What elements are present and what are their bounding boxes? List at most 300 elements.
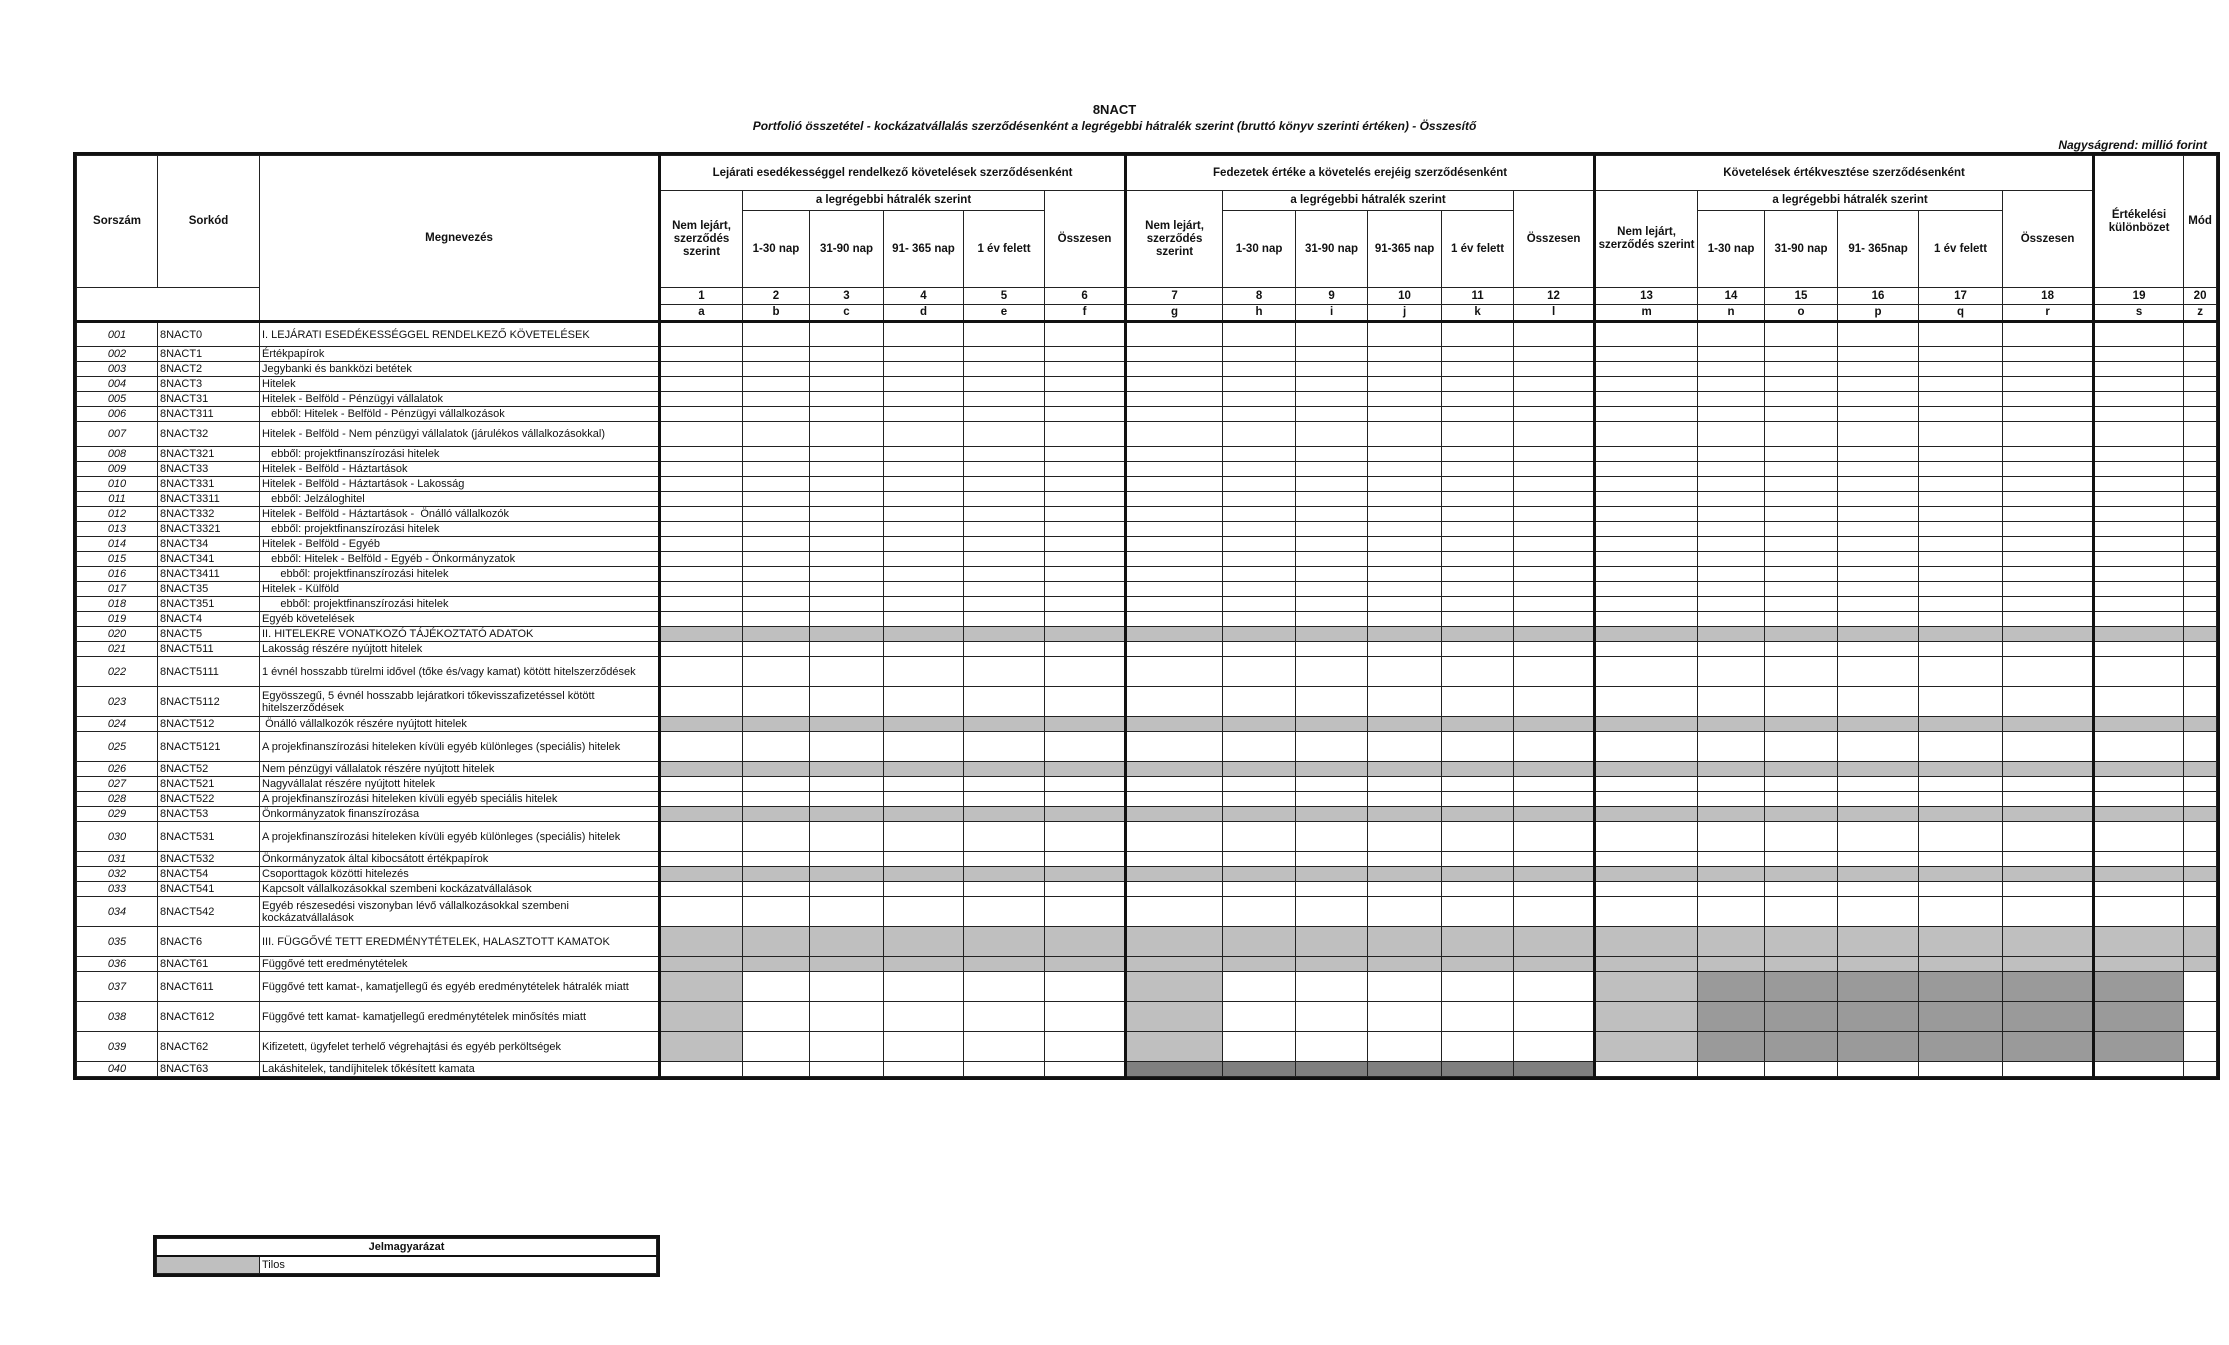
data-cell[interactable]	[1698, 897, 1765, 927]
data-cell[interactable]	[743, 322, 810, 347]
data-cell[interactable]	[1296, 567, 1368, 582]
data-cell[interactable]	[1514, 1032, 1595, 1062]
data-cell[interactable]	[2003, 507, 2094, 522]
data-cell[interactable]	[660, 1002, 743, 1032]
data-cell[interactable]	[964, 627, 1045, 642]
data-cell[interactable]	[884, 522, 964, 537]
data-cell[interactable]	[1595, 777, 1698, 792]
data-cell[interactable]	[964, 867, 1045, 882]
data-cell[interactable]	[1442, 322, 1514, 347]
data-cell[interactable]	[1514, 392, 1595, 407]
data-cell[interactable]	[1126, 957, 1223, 972]
data-cell[interactable]	[1368, 537, 1442, 552]
data-cell[interactable]	[2094, 657, 2184, 687]
data-cell[interactable]	[660, 807, 743, 822]
data-cell[interactable]	[1514, 597, 1595, 612]
data-cell[interactable]	[1919, 627, 2003, 642]
data-cell[interactable]	[1514, 567, 1595, 582]
data-cell[interactable]	[1126, 322, 1223, 347]
data-cell[interactable]	[1698, 762, 1765, 777]
data-cell[interactable]	[2184, 897, 2217, 927]
data-cell[interactable]	[2184, 407, 2217, 422]
data-cell[interactable]	[964, 392, 1045, 407]
data-cell[interactable]	[1919, 612, 2003, 627]
data-cell[interactable]	[1223, 422, 1296, 447]
data-cell[interactable]	[1442, 822, 1514, 852]
data-cell[interactable]	[1126, 392, 1223, 407]
data-cell[interactable]	[1838, 687, 1919, 717]
data-cell[interactable]	[1919, 927, 2003, 957]
data-cell[interactable]	[1919, 392, 2003, 407]
data-cell[interactable]	[964, 522, 1045, 537]
data-cell[interactable]	[1765, 792, 1838, 807]
data-cell[interactable]	[810, 957, 884, 972]
data-cell[interactable]	[1514, 462, 1595, 477]
data-cell[interactable]	[2094, 612, 2184, 627]
data-cell[interactable]	[1296, 597, 1368, 612]
data-cell[interactable]	[1698, 792, 1765, 807]
data-cell[interactable]	[1838, 507, 1919, 522]
data-cell[interactable]	[1765, 717, 1838, 732]
data-cell[interactable]	[2184, 522, 2217, 537]
data-cell[interactable]	[1514, 322, 1595, 347]
data-cell[interactable]	[1765, 1062, 1838, 1077]
data-cell[interactable]	[884, 717, 964, 732]
data-cell[interactable]	[1919, 1032, 2003, 1062]
data-cell[interactable]	[1514, 687, 1595, 717]
data-cell[interactable]	[884, 642, 964, 657]
data-cell[interactable]	[1368, 477, 1442, 492]
data-cell[interactable]	[1296, 347, 1368, 362]
data-cell[interactable]	[2003, 347, 2094, 362]
data-cell[interactable]	[1223, 852, 1296, 867]
data-cell[interactable]	[1223, 777, 1296, 792]
data-cell[interactable]	[1765, 972, 1838, 1002]
data-cell[interactable]	[1296, 897, 1368, 927]
data-cell[interactable]	[1698, 1032, 1765, 1062]
data-cell[interactable]	[1368, 362, 1442, 377]
data-cell[interactable]	[743, 732, 810, 762]
data-cell[interactable]	[1126, 522, 1223, 537]
data-cell[interactable]	[660, 522, 743, 537]
data-cell[interactable]	[1765, 1002, 1838, 1032]
data-cell[interactable]	[1442, 957, 1514, 972]
data-cell[interactable]	[1698, 462, 1765, 477]
data-cell[interactable]	[1765, 522, 1838, 537]
data-cell[interactable]	[964, 347, 1045, 362]
data-cell[interactable]	[1296, 777, 1368, 792]
data-cell[interactable]	[743, 507, 810, 522]
data-cell[interactable]	[1045, 777, 1126, 792]
data-cell[interactable]	[1595, 807, 1698, 822]
data-cell[interactable]	[884, 1062, 964, 1077]
data-cell[interactable]	[884, 777, 964, 792]
data-cell[interactable]	[660, 322, 743, 347]
data-cell[interactable]	[1223, 642, 1296, 657]
data-cell[interactable]	[2003, 777, 2094, 792]
data-cell[interactable]	[1296, 1032, 1368, 1062]
data-cell[interactable]	[1442, 492, 1514, 507]
data-cell[interactable]	[1442, 867, 1514, 882]
data-cell[interactable]	[810, 1032, 884, 1062]
data-cell[interactable]	[1765, 882, 1838, 897]
data-cell[interactable]	[1595, 377, 1698, 392]
data-cell[interactable]	[1223, 567, 1296, 582]
data-cell[interactable]	[1368, 927, 1442, 957]
data-cell[interactable]	[1595, 582, 1698, 597]
data-cell[interactable]	[2184, 552, 2217, 567]
data-cell[interactable]	[1045, 492, 1126, 507]
data-cell[interactable]	[1595, 407, 1698, 422]
data-cell[interactable]	[1126, 627, 1223, 642]
data-cell[interactable]	[743, 657, 810, 687]
data-cell[interactable]	[1838, 927, 1919, 957]
data-cell[interactable]	[2003, 422, 2094, 447]
data-cell[interactable]	[1296, 852, 1368, 867]
data-cell[interactable]	[1442, 597, 1514, 612]
data-cell[interactable]	[1296, 627, 1368, 642]
data-cell[interactable]	[2094, 507, 2184, 522]
data-cell[interactable]	[1045, 762, 1126, 777]
data-cell[interactable]	[2094, 422, 2184, 447]
data-cell[interactable]	[1698, 537, 1765, 552]
data-cell[interactable]	[884, 627, 964, 642]
data-cell[interactable]	[2184, 507, 2217, 522]
data-cell[interactable]	[1296, 537, 1368, 552]
data-cell[interactable]	[1223, 492, 1296, 507]
data-cell[interactable]	[2094, 762, 2184, 777]
data-cell[interactable]	[1698, 597, 1765, 612]
data-cell[interactable]	[1442, 447, 1514, 462]
data-cell[interactable]	[884, 552, 964, 567]
data-cell[interactable]	[1223, 957, 1296, 972]
data-cell[interactable]	[1126, 687, 1223, 717]
data-cell[interactable]	[743, 567, 810, 582]
data-cell[interactable]	[743, 627, 810, 642]
data-cell[interactable]	[1368, 972, 1442, 1002]
data-cell[interactable]	[1698, 777, 1765, 792]
data-cell[interactable]	[1296, 1062, 1368, 1077]
data-cell[interactable]	[964, 1002, 1045, 1032]
data-cell[interactable]	[1045, 447, 1126, 462]
data-cell[interactable]	[743, 1062, 810, 1077]
data-cell[interactable]	[660, 717, 743, 732]
data-cell[interactable]	[810, 882, 884, 897]
data-cell[interactable]	[1045, 897, 1126, 927]
data-cell[interactable]	[810, 567, 884, 582]
data-cell[interactable]	[1698, 407, 1765, 422]
data-cell[interactable]	[2094, 392, 2184, 407]
data-cell[interactable]	[1595, 762, 1698, 777]
data-cell[interactable]	[1765, 347, 1838, 362]
data-cell[interactable]	[1514, 897, 1595, 927]
data-cell[interactable]	[964, 552, 1045, 567]
data-cell[interactable]	[743, 597, 810, 612]
data-cell[interactable]	[1595, 362, 1698, 377]
data-cell[interactable]	[1698, 807, 1765, 822]
data-cell[interactable]	[1514, 582, 1595, 597]
data-cell[interactable]	[964, 777, 1045, 792]
data-cell[interactable]	[2184, 612, 2217, 627]
data-cell[interactable]	[964, 477, 1045, 492]
data-cell[interactable]	[2094, 732, 2184, 762]
data-cell[interactable]	[1595, 822, 1698, 852]
data-cell[interactable]	[1045, 957, 1126, 972]
data-cell[interactable]	[964, 612, 1045, 627]
data-cell[interactable]	[884, 347, 964, 362]
data-cell[interactable]	[1442, 792, 1514, 807]
data-cell[interactable]	[1514, 407, 1595, 422]
data-cell[interactable]	[1595, 687, 1698, 717]
data-cell[interactable]	[1126, 597, 1223, 612]
data-cell[interactable]	[810, 347, 884, 362]
data-cell[interactable]	[964, 362, 1045, 377]
data-cell[interactable]	[1765, 627, 1838, 642]
data-cell[interactable]	[743, 882, 810, 897]
data-cell[interactable]	[1595, 392, 1698, 407]
data-cell[interactable]	[1045, 687, 1126, 717]
data-cell[interactable]	[964, 897, 1045, 927]
data-cell[interactable]	[1838, 822, 1919, 852]
data-cell[interactable]	[743, 897, 810, 927]
data-cell[interactable]	[884, 447, 964, 462]
data-cell[interactable]	[1698, 882, 1765, 897]
data-cell[interactable]	[1919, 477, 2003, 492]
data-cell[interactable]	[1595, 1002, 1698, 1032]
data-cell[interactable]	[1595, 732, 1698, 762]
data-cell[interactable]	[810, 732, 884, 762]
data-cell[interactable]	[964, 447, 1045, 462]
data-cell[interactable]	[1838, 462, 1919, 477]
data-cell[interactable]	[1223, 377, 1296, 392]
data-cell[interactable]	[2003, 582, 2094, 597]
data-cell[interactable]	[1223, 762, 1296, 777]
data-cell[interactable]	[660, 567, 743, 582]
data-cell[interactable]	[1126, 407, 1223, 422]
data-cell[interactable]	[1223, 347, 1296, 362]
data-cell[interactable]	[1296, 612, 1368, 627]
data-cell[interactable]	[743, 612, 810, 627]
data-cell[interactable]	[1514, 777, 1595, 792]
data-cell[interactable]	[810, 407, 884, 422]
data-cell[interactable]	[660, 422, 743, 447]
data-cell[interactable]	[743, 462, 810, 477]
data-cell[interactable]	[1368, 522, 1442, 537]
data-cell[interactable]	[1514, 537, 1595, 552]
data-cell[interactable]	[660, 347, 743, 362]
data-cell[interactable]	[810, 687, 884, 717]
data-cell[interactable]	[660, 762, 743, 777]
data-cell[interactable]	[964, 642, 1045, 657]
data-cell[interactable]	[884, 422, 964, 447]
data-cell[interactable]	[1919, 377, 2003, 392]
data-cell[interactable]	[1296, 882, 1368, 897]
data-cell[interactable]	[1296, 507, 1368, 522]
data-cell[interactable]	[2184, 597, 2217, 612]
data-cell[interactable]	[1919, 642, 2003, 657]
data-cell[interactable]	[743, 777, 810, 792]
data-cell[interactable]	[1045, 882, 1126, 897]
data-cell[interactable]	[1765, 657, 1838, 687]
data-cell[interactable]	[2094, 1062, 2184, 1077]
data-cell[interactable]	[1442, 462, 1514, 477]
data-cell[interactable]	[1595, 1032, 1698, 1062]
data-cell[interactable]	[1595, 552, 1698, 567]
data-cell[interactable]	[660, 582, 743, 597]
data-cell[interactable]	[1296, 1002, 1368, 1032]
data-cell[interactable]	[1514, 792, 1595, 807]
data-cell[interactable]	[964, 507, 1045, 522]
data-cell[interactable]	[1442, 927, 1514, 957]
data-cell[interactable]	[2184, 422, 2217, 447]
data-cell[interactable]	[810, 717, 884, 732]
data-cell[interactable]	[1368, 642, 1442, 657]
data-cell[interactable]	[1296, 687, 1368, 717]
data-cell[interactable]	[1045, 822, 1126, 852]
data-cell[interactable]	[1698, 867, 1765, 882]
data-cell[interactable]	[1765, 407, 1838, 422]
data-cell[interactable]	[1838, 322, 1919, 347]
data-cell[interactable]	[1368, 762, 1442, 777]
data-cell[interactable]	[1838, 807, 1919, 822]
data-cell[interactable]	[1126, 1062, 1223, 1077]
data-cell[interactable]	[1919, 687, 2003, 717]
data-cell[interactable]	[1919, 1002, 2003, 1032]
data-cell[interactable]	[1368, 732, 1442, 762]
data-cell[interactable]	[1698, 322, 1765, 347]
data-cell[interactable]	[1296, 972, 1368, 1002]
data-cell[interactable]	[810, 852, 884, 867]
data-cell[interactable]	[1045, 1002, 1126, 1032]
data-cell[interactable]	[1368, 882, 1442, 897]
data-cell[interactable]	[964, 927, 1045, 957]
data-cell[interactable]	[743, 687, 810, 717]
data-cell[interactable]	[1045, 612, 1126, 627]
data-cell[interactable]	[1442, 507, 1514, 522]
data-cell[interactable]	[884, 792, 964, 807]
data-cell[interactable]	[1368, 897, 1442, 927]
data-cell[interactable]	[964, 422, 1045, 447]
data-cell[interactable]	[1838, 1062, 1919, 1077]
data-cell[interactable]	[2003, 462, 2094, 477]
data-cell[interactable]	[964, 377, 1045, 392]
data-cell[interactable]	[1919, 732, 2003, 762]
data-cell[interactable]	[2184, 792, 2217, 807]
data-cell[interactable]	[964, 762, 1045, 777]
data-cell[interactable]	[1045, 657, 1126, 687]
data-cell[interactable]	[1595, 347, 1698, 362]
data-cell[interactable]	[884, 897, 964, 927]
data-cell[interactable]	[964, 822, 1045, 852]
data-cell[interactable]	[1368, 822, 1442, 852]
data-cell[interactable]	[1514, 422, 1595, 447]
data-cell[interactable]	[1919, 322, 2003, 347]
data-cell[interactable]	[2003, 897, 2094, 927]
data-cell[interactable]	[1223, 597, 1296, 612]
data-cell[interactable]	[2003, 927, 2094, 957]
data-cell[interactable]	[1296, 822, 1368, 852]
data-cell[interactable]	[1514, 477, 1595, 492]
data-cell[interactable]	[964, 717, 1045, 732]
data-cell[interactable]	[1045, 537, 1126, 552]
data-cell[interactable]	[2184, 927, 2217, 957]
data-cell[interactable]	[884, 687, 964, 717]
data-cell[interactable]	[1595, 492, 1698, 507]
data-cell[interactable]	[810, 867, 884, 882]
data-cell[interactable]	[1698, 392, 1765, 407]
data-cell[interactable]	[743, 1002, 810, 1032]
data-cell[interactable]	[1838, 392, 1919, 407]
data-cell[interactable]	[1368, 777, 1442, 792]
data-cell[interactable]	[1442, 852, 1514, 867]
data-cell[interactable]	[1442, 347, 1514, 362]
data-cell[interactable]	[1296, 322, 1368, 347]
data-cell[interactable]	[1223, 612, 1296, 627]
data-cell[interactable]	[743, 762, 810, 777]
data-cell[interactable]	[1919, 522, 2003, 537]
data-cell[interactable]	[1514, 732, 1595, 762]
data-cell[interactable]	[1595, 477, 1698, 492]
data-cell[interactable]	[810, 762, 884, 777]
data-cell[interactable]	[2184, 807, 2217, 822]
data-cell[interactable]	[884, 1002, 964, 1032]
data-cell[interactable]	[2094, 377, 2184, 392]
data-cell[interactable]	[2094, 897, 2184, 927]
data-cell[interactable]	[1919, 972, 2003, 1002]
data-cell[interactable]	[1223, 362, 1296, 377]
data-cell[interactable]	[1595, 957, 1698, 972]
data-cell[interactable]	[810, 422, 884, 447]
data-cell[interactable]	[1838, 972, 1919, 1002]
data-cell[interactable]	[2184, 377, 2217, 392]
data-cell[interactable]	[2094, 957, 2184, 972]
data-cell[interactable]	[2184, 347, 2217, 362]
data-cell[interactable]	[884, 612, 964, 627]
data-cell[interactable]	[1595, 422, 1698, 447]
data-cell[interactable]	[810, 897, 884, 927]
data-cell[interactable]	[810, 447, 884, 462]
data-cell[interactable]	[1045, 1032, 1126, 1062]
data-cell[interactable]	[2094, 777, 2184, 792]
data-cell[interactable]	[1368, 582, 1442, 597]
data-cell[interactable]	[1765, 597, 1838, 612]
data-cell[interactable]	[2184, 1002, 2217, 1032]
data-cell[interactable]	[1919, 422, 2003, 447]
data-cell[interactable]	[1045, 507, 1126, 522]
data-cell[interactable]	[1698, 552, 1765, 567]
data-cell[interactable]	[660, 972, 743, 1002]
data-cell[interactable]	[1126, 462, 1223, 477]
data-cell[interactable]	[1698, 642, 1765, 657]
data-cell[interactable]	[2184, 462, 2217, 477]
data-cell[interactable]	[660, 642, 743, 657]
data-cell[interactable]	[1698, 362, 1765, 377]
data-cell[interactable]	[2184, 972, 2217, 1002]
data-cell[interactable]	[1442, 612, 1514, 627]
data-cell[interactable]	[810, 927, 884, 957]
data-cell[interactable]	[2184, 867, 2217, 882]
data-cell[interactable]	[1838, 957, 1919, 972]
data-cell[interactable]	[2003, 867, 2094, 882]
data-cell[interactable]	[2184, 627, 2217, 642]
data-cell[interactable]	[1765, 807, 1838, 822]
data-cell[interactable]	[660, 362, 743, 377]
data-cell[interactable]	[1838, 1032, 1919, 1062]
data-cell[interactable]	[1765, 777, 1838, 792]
data-cell[interactable]	[2094, 822, 2184, 852]
data-cell[interactable]	[660, 657, 743, 687]
data-cell[interactable]	[1838, 882, 1919, 897]
